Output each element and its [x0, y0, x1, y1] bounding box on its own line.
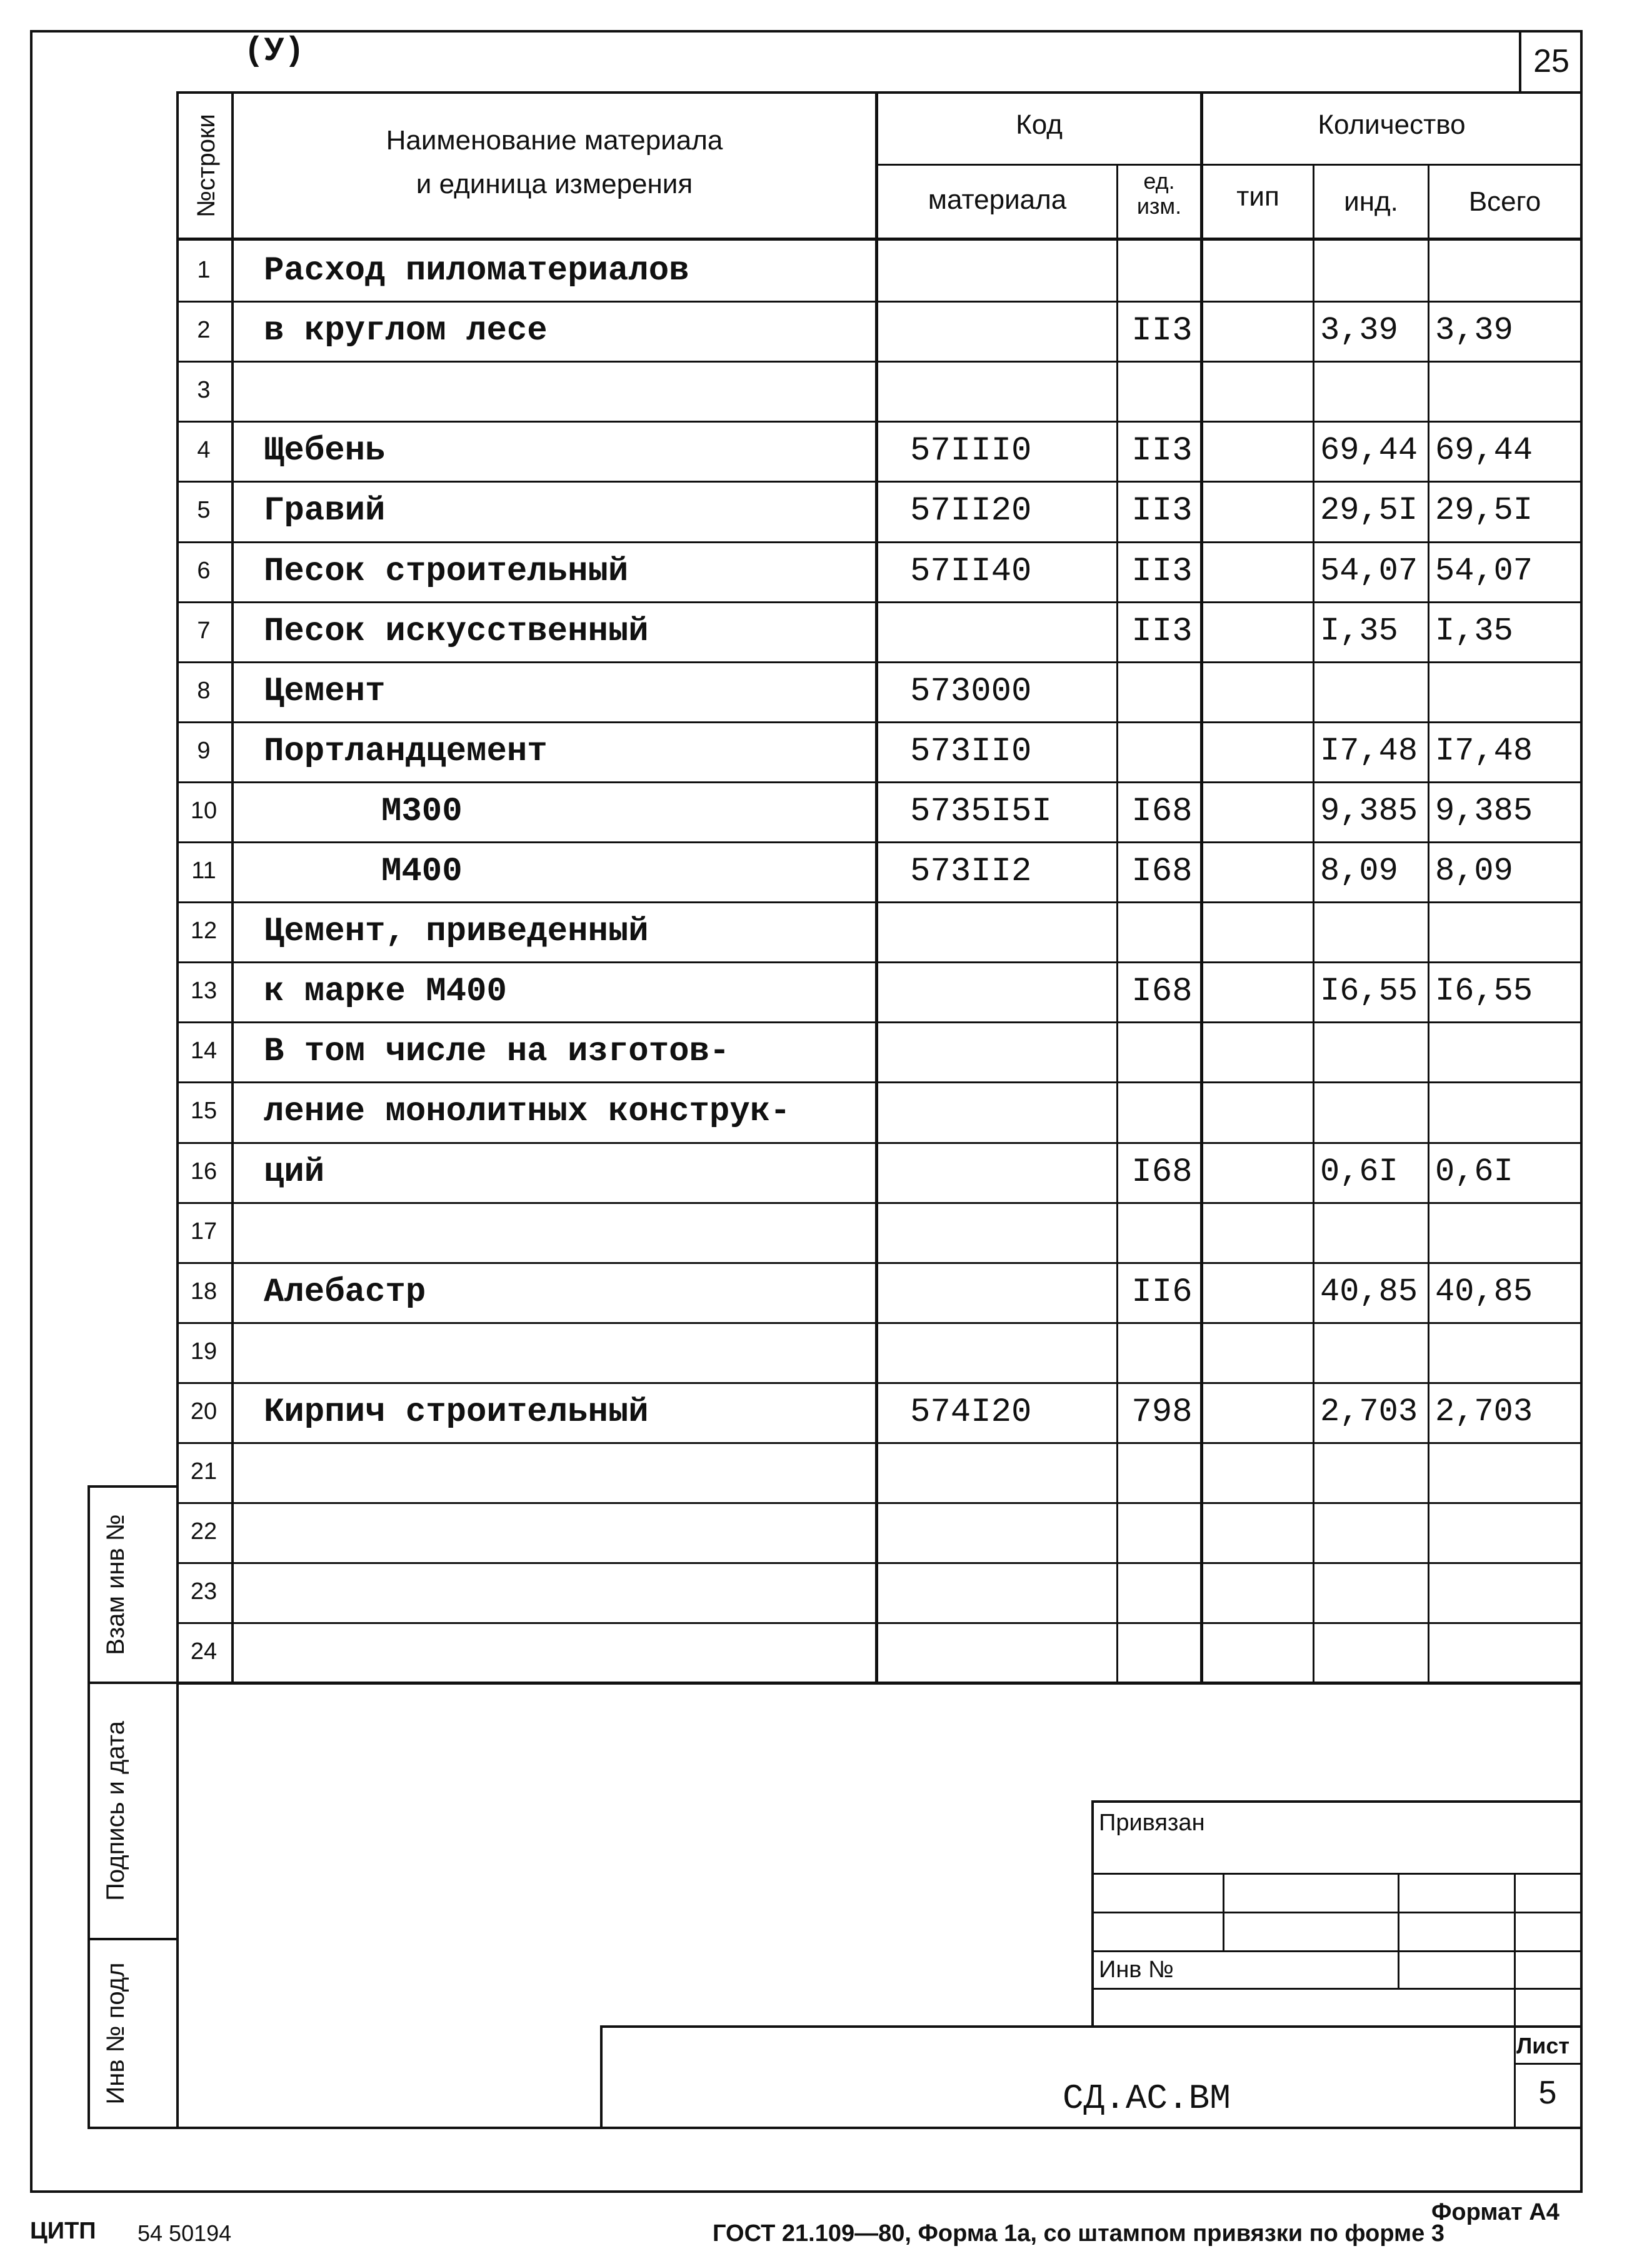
header-qty-type: тип	[1236, 181, 1279, 212]
row-name: В том числе на изготов-	[264, 1033, 730, 1071]
header-row-no: №строки	[193, 114, 220, 218]
col-unit-right	[1200, 91, 1203, 1683]
row-ind: 40,85	[1320, 1273, 1418, 1310]
stamp-sheet-no: 5	[1538, 2075, 1557, 2111]
stamp-v1	[1223, 1873, 1224, 1952]
row-name: М400	[381, 853, 463, 891]
row-number: 3	[197, 377, 211, 403]
row-name: Расход пиломатериалов	[264, 252, 689, 290]
row-name: ций	[264, 1153, 325, 1191]
row-unit: II3	[1131, 613, 1193, 651]
row-total: 3,39	[1435, 312, 1513, 349]
row-divider	[176, 361, 1583, 363]
row-divider	[176, 1382, 1583, 1384]
header-name-line2: и единица измерения	[416, 169, 693, 199]
row-name: в круглом лесе	[264, 312, 548, 350]
row-total: I7,48	[1435, 733, 1533, 770]
row-unit: I68	[1131, 793, 1193, 831]
stamp-privyazan: Привязан	[1099, 1810, 1205, 1836]
row-unit: I68	[1131, 1153, 1193, 1191]
footer-format: Формат А4	[1431, 2199, 1559, 2225]
header-qty-total: Всего	[1468, 186, 1541, 217]
row-name: Песок строительный	[264, 553, 629, 591]
sheet-label-bottom	[1514, 2063, 1583, 2065]
row-name: ление монолитных конструк-	[264, 1093, 791, 1131]
row-divider	[176, 541, 1583, 543]
title-block-top	[600, 2025, 1583, 2028]
row-name: Кирпич строительный	[264, 1393, 649, 1431]
row-unit: 798	[1131, 1393, 1193, 1431]
row-number: 6	[197, 558, 211, 584]
row-number: 1	[197, 257, 211, 283]
header-mid	[875, 164, 1583, 166]
row-number: 24	[190, 1638, 218, 1665]
frame-bottom	[30, 2190, 1583, 2193]
row-ind: 29,5I	[1320, 492, 1418, 529]
row-divider	[176, 1562, 1583, 1564]
table-bottom	[176, 1682, 1583, 1685]
row-divider	[176, 1202, 1583, 1204]
col-rowno-right	[231, 91, 234, 1683]
side-label-podpis-data: Подпись и дата	[102, 1721, 129, 1901]
row-code: 573II0	[910, 733, 1032, 771]
stamp-h3	[1091, 1950, 1583, 1952]
header-code-unit: ед. изм.	[1136, 168, 1182, 219]
row-code: 57III0	[910, 432, 1032, 470]
row-number: 5	[197, 497, 211, 523]
row-number: 12	[190, 918, 218, 944]
stamp-inv-no: Инв №	[1099, 1957, 1174, 1983]
header-name-line1: Наименование материала	[386, 125, 723, 156]
row-name: М300	[381, 793, 463, 831]
row-divider	[176, 301, 1583, 303]
row-code: 573II2	[910, 853, 1032, 891]
row-unit: II3	[1131, 312, 1193, 350]
row-ind: I,35	[1320, 613, 1398, 649]
row-name: к марке М400	[264, 973, 507, 1011]
page-number: 25	[1533, 43, 1569, 79]
row-number: 11	[191, 858, 216, 884]
footer-org: ЦИТП	[30, 2218, 96, 2244]
row-name: Цемент, приведенный	[264, 913, 649, 951]
title-block-left	[600, 2025, 603, 2129]
row-divider	[176, 421, 1583, 423]
row-number: 16	[190, 1158, 218, 1185]
row-divider	[176, 661, 1583, 663]
frame-left	[30, 30, 33, 2193]
side-divider-2	[88, 1682, 179, 1684]
row-name: Алебастр	[264, 1273, 426, 1311]
row-number: 20	[190, 1398, 218, 1425]
side-divider-3	[88, 1938, 179, 1940]
stamp-h2	[1091, 1912, 1583, 1913]
stamp-h4	[1091, 1988, 1583, 1990]
row-ind: 54,07	[1320, 553, 1418, 589]
header-code: Код	[1016, 109, 1063, 140]
row-unit: II3	[1131, 492, 1193, 530]
row-divider	[176, 1081, 1583, 1083]
row-total: 29,5I	[1435, 492, 1533, 529]
stamp-top	[1091, 1800, 1583, 1803]
stamp-h1	[1091, 1873, 1583, 1875]
row-ind: 69,44	[1320, 432, 1418, 469]
row-code: 5735I5I	[910, 793, 1052, 831]
row-divider	[176, 721, 1583, 723]
row-number: 13	[190, 978, 218, 1004]
row-divider	[176, 1502, 1583, 1504]
row-number: 23	[190, 1578, 218, 1605]
row-code: 57II40	[910, 553, 1032, 591]
row-total: 0,6I	[1435, 1153, 1513, 1190]
row-number: 15	[190, 1098, 218, 1124]
side-label-inv-podl: Инв № подл	[102, 1962, 129, 2105]
row-divider	[176, 841, 1583, 843]
top-mark: (У)	[244, 33, 305, 71]
row-number: 10	[190, 798, 218, 824]
row-name: Портландцемент	[264, 733, 548, 771]
footer-code: 54 50194	[138, 2220, 232, 2246]
row-name: Щебень	[264, 432, 386, 470]
row-ind: I7,48	[1320, 733, 1418, 770]
stamp-v3	[1514, 1873, 1516, 2129]
row-total: 69,44	[1435, 432, 1533, 469]
side-col-left	[88, 1485, 90, 2129]
row-ind: 2,703	[1320, 1393, 1418, 1430]
row-total: 8,09	[1435, 853, 1513, 890]
col-total-right	[1580, 91, 1583, 1683]
row-divider	[176, 1442, 1583, 1444]
stamp-v2	[1398, 1873, 1399, 1990]
row-number: 7	[197, 618, 211, 644]
row-number: 18	[190, 1278, 218, 1305]
side-divider-4	[88, 2127, 179, 2129]
row-divider	[176, 601, 1583, 603]
row-ind: 3,39	[1320, 312, 1398, 349]
row-code: 573000	[910, 673, 1032, 711]
row-ind: I6,55	[1320, 973, 1418, 1010]
row-name: Гравий	[264, 492, 386, 530]
row-name: Песок искусственный	[264, 613, 649, 651]
stamp-sheet-label: Лист	[1516, 2033, 1570, 2058]
col-type-right	[1313, 165, 1314, 1683]
row-number: 21	[190, 1458, 218, 1485]
footer-gost: ГОСТ 21.109—80, Форма 1а, со штампом привязки по форме 3	[713, 2220, 1444, 2247]
header-code-material: материала	[928, 184, 1067, 215]
row-number: 2	[197, 317, 211, 343]
title-block-bottom	[176, 2127, 1583, 2129]
row-ind: 0,6I	[1320, 1153, 1398, 1190]
row-total: 9,385	[1435, 793, 1533, 830]
row-number: 19	[190, 1338, 218, 1365]
row-divider	[176, 961, 1583, 963]
row-total: I,35	[1435, 613, 1513, 649]
row-unit: I68	[1131, 973, 1193, 1011]
row-code: 57II20	[910, 492, 1032, 530]
col-code-right	[1116, 165, 1118, 1683]
row-number: 4	[197, 437, 211, 463]
row-divider	[176, 781, 1583, 783]
row-number: 9	[197, 738, 211, 764]
row-number: 17	[190, 1218, 218, 1245]
row-divider	[176, 1021, 1583, 1023]
row-number: 22	[190, 1518, 218, 1545]
row-unit: II3	[1131, 553, 1193, 591]
header-qty-ind: инд.	[1344, 186, 1398, 217]
row-total: I6,55	[1435, 973, 1533, 1010]
row-divider	[176, 1622, 1583, 1624]
row-divider	[176, 901, 1583, 903]
row-unit: II3	[1131, 432, 1193, 470]
side-label-vzam-inv: Взам инв №	[102, 1514, 129, 1655]
header-quantity: Количество	[1318, 109, 1466, 140]
row-ind: 8,09	[1320, 853, 1398, 890]
table-top	[176, 91, 1583, 94]
row-name: Цемент	[264, 673, 386, 711]
row-unit: II6	[1131, 1273, 1193, 1311]
col-name-right	[875, 91, 878, 1683]
header-bottom	[176, 238, 1583, 241]
row-divider	[176, 481, 1583, 483]
row-number: 8	[197, 678, 211, 704]
row-total: 54,07	[1435, 553, 1533, 589]
row-total: 40,85	[1435, 1273, 1533, 1310]
row-divider	[176, 1142, 1583, 1144]
row-number: 14	[190, 1038, 218, 1064]
row-unit: I68	[1131, 853, 1193, 891]
row-code: 574I20	[910, 1393, 1032, 1431]
col-ind-right	[1428, 165, 1429, 1683]
row-divider	[176, 1322, 1583, 1324]
stamp-doc-code: СД.АС.ВМ	[1063, 2078, 1231, 2118]
side-col-right	[176, 1485, 179, 2129]
row-divider	[176, 1262, 1583, 1264]
row-ind: 9,385	[1320, 793, 1418, 830]
row-total: 2,703	[1435, 1393, 1533, 1430]
